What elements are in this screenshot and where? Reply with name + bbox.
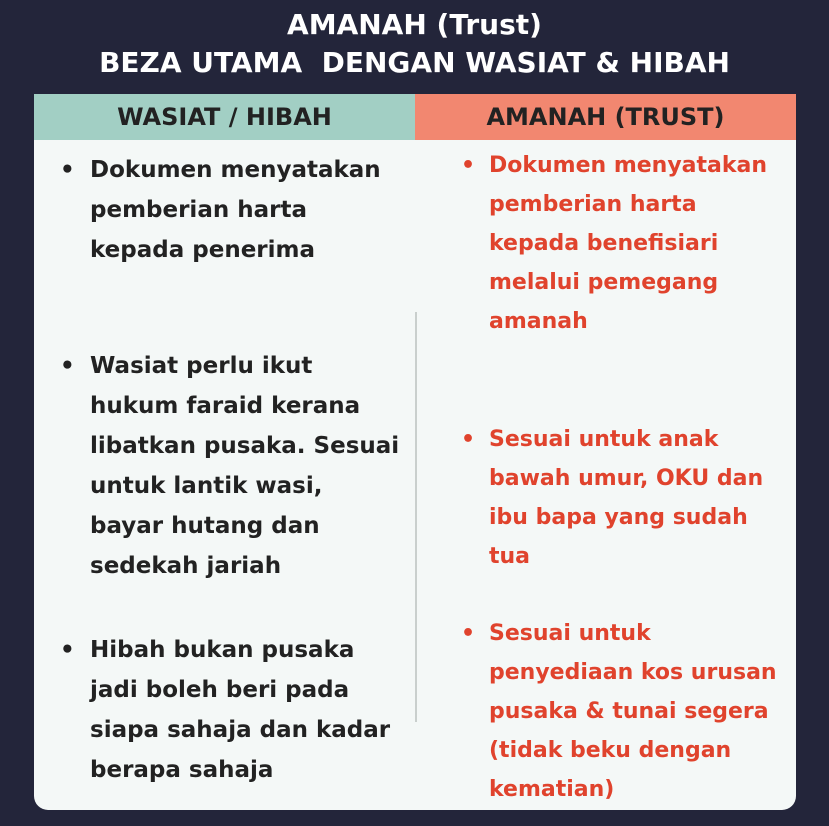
header-amanah-trust: AMANAH (TRUST) <box>415 94 796 140</box>
item-text: Wasiat perlu ikut hukum faraid kerana libatkan pusaka. Sesuai untuk lantik wasi, bayar hutang dan sedekah jariah <box>90 353 400 579</box>
list-item <box>461 614 791 809</box>
item-text: Hibah bukan pusaka jadi boleh beri pada siapa sahaja dan kadar berapa sahaja <box>90 637 391 783</box>
list-item <box>461 420 791 576</box>
header-wasiat-hibah: WASIAT / HIBAH <box>34 94 415 140</box>
list-item <box>60 150 400 270</box>
page-title <box>0 6 829 82</box>
bullet: • <box>60 353 75 379</box>
item-text: Dokumen menyatakan pemberian harta kepada penerima <box>90 157 381 263</box>
item-text: Sesuai untuk penyediaan kos urusan pusaka & tunai segera (tidak beku dengan kematian) <box>489 621 777 802</box>
bullet: • <box>461 427 476 452</box>
title-line-2: BEZA UTAMA DENGAN WASIAT & HIBAH <box>99 46 730 79</box>
list-item <box>60 630 400 790</box>
item-text: Dokumen menyatakan pemberian harta kepada benefisiari melalui pemegang amanah <box>489 153 768 334</box>
column-divider <box>415 312 417 722</box>
comparison-table <box>34 94 796 810</box>
bullet: • <box>461 153 476 178</box>
list-item <box>461 146 791 341</box>
bullet: • <box>60 637 75 663</box>
list-item <box>60 346 400 586</box>
bullet: • <box>461 621 476 646</box>
bullet: • <box>60 157 75 183</box>
title-line-1: AMANAH (Trust) <box>287 8 542 41</box>
item-text: Sesuai untuk anak bawah umur, OKU dan ibu bapa yang sudah tua <box>489 427 764 569</box>
